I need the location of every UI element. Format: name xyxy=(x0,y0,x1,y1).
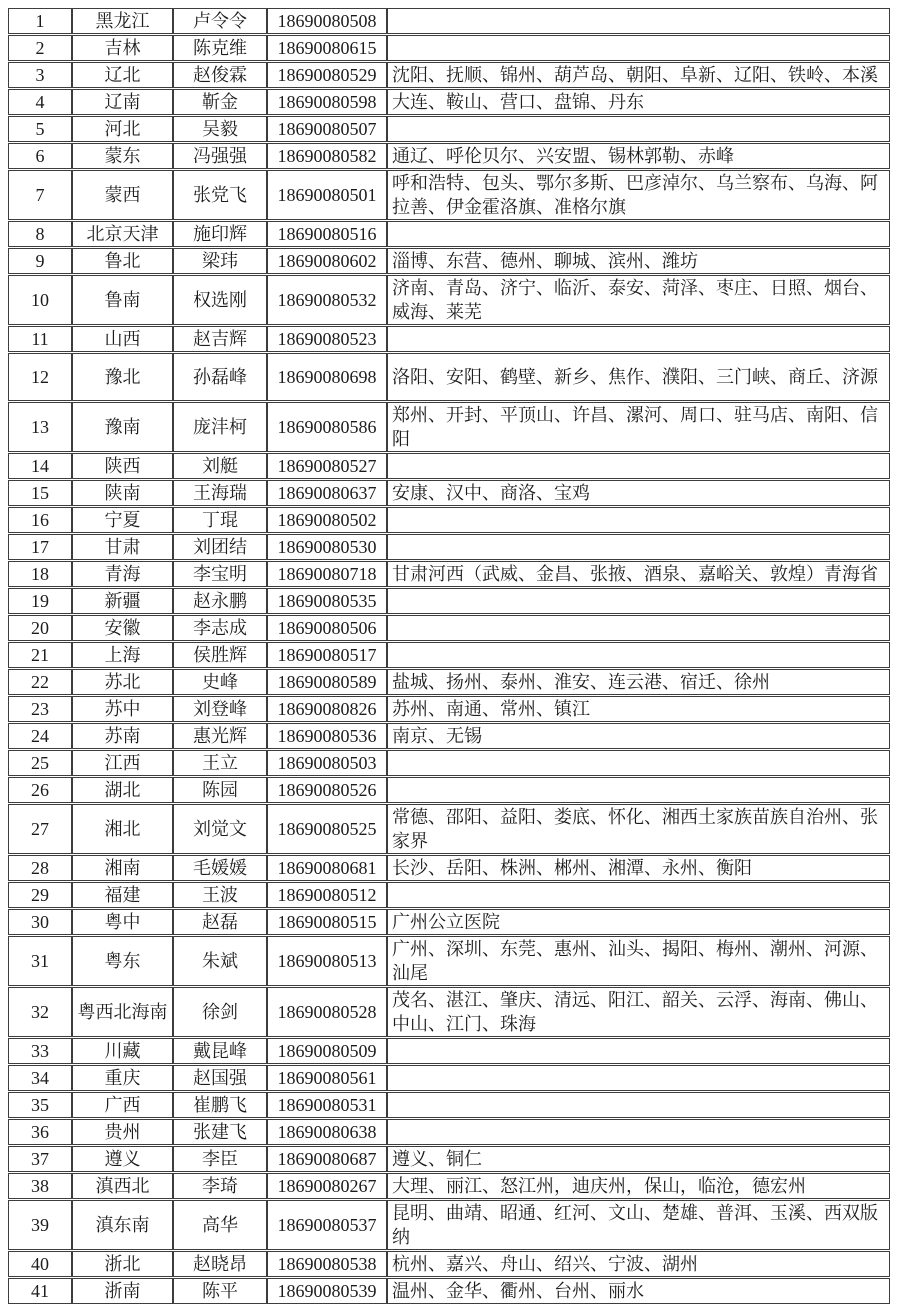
cell-region: 辽北 xyxy=(72,62,173,88)
cell-region: 广西 xyxy=(72,1092,173,1118)
cell-phone-number: 18690080698 xyxy=(267,353,387,401)
cell-region: 豫南 xyxy=(72,402,173,452)
cell-row-number: 12 xyxy=(8,353,72,401)
cell-region: 浙南 xyxy=(72,1278,173,1304)
cell-phone-number: 18690080508 xyxy=(267,8,387,34)
table-row xyxy=(8,275,890,325)
cell-cities xyxy=(387,221,890,247)
cell-phone-number: 18690080687 xyxy=(267,1146,387,1172)
cell-person-name: 卢令令 xyxy=(173,8,267,34)
table-row xyxy=(8,1119,890,1145)
cell-cities: 呼和浩特、包头、鄂尔多斯、巴彦淖尔、乌兰察布、乌海、阿拉善、伊金霍洛旗、准格尔旗 xyxy=(387,170,890,220)
table-row xyxy=(8,170,890,220)
cell-phone-number: 18690080535 xyxy=(267,588,387,614)
cell-region: 蒙东 xyxy=(72,143,173,169)
cell-cities xyxy=(387,1065,890,1091)
cell-person-name: 施印辉 xyxy=(173,221,267,247)
cell-row-number: 16 xyxy=(8,507,72,533)
cell-cities: 洛阳、安阳、鹤壁、新乡、焦作、濮阳、三门峡、商丘、济源 xyxy=(387,353,890,401)
cell-person-name: 赵磊 xyxy=(173,909,267,935)
cell-person-name: 孙磊峰 xyxy=(173,353,267,401)
table-row xyxy=(8,1092,890,1118)
cell-region: 鲁北 xyxy=(72,248,173,274)
cell-region: 蒙西 xyxy=(72,170,173,220)
cell-row-number: 34 xyxy=(8,1065,72,1091)
cell-person-name: 赵晓昂 xyxy=(173,1251,267,1277)
cell-cities: 长沙、岳阳、株洲、郴州、湘潭、永州、衡阳 xyxy=(387,855,890,881)
cell-row-number: 32 xyxy=(8,987,72,1037)
cell-cities: 郑州、开封、平顶山、许昌、漯河、周口、驻马店、南阳、信阳 xyxy=(387,402,890,452)
contacts-table xyxy=(8,7,890,1305)
cell-person-name: 陈园 xyxy=(173,777,267,803)
cell-cities: 苏州、南通、常州、镇江 xyxy=(387,696,890,722)
cell-cities xyxy=(387,507,890,533)
table-row xyxy=(8,35,890,61)
cell-person-name: 张党飞 xyxy=(173,170,267,220)
cell-phone-number: 18690080537 xyxy=(267,1200,387,1250)
table-row xyxy=(8,1038,890,1064)
cell-phone-number: 18690080582 xyxy=(267,143,387,169)
cell-phone-number: 18690080513 xyxy=(267,936,387,986)
cell-cities xyxy=(387,534,890,560)
cell-phone-number: 18690080681 xyxy=(267,855,387,881)
cell-row-number: 1 xyxy=(8,8,72,34)
cell-cities: 安康、汉中、商洛、宝鸡 xyxy=(387,480,890,506)
cell-cities xyxy=(387,642,890,668)
cell-row-number: 22 xyxy=(8,669,72,695)
cell-row-number: 41 xyxy=(8,1278,72,1304)
cell-region: 宁夏 xyxy=(72,507,173,533)
cell-phone-number: 18690080531 xyxy=(267,1092,387,1118)
cell-cities: 广州、深圳、东莞、惠州、汕头、揭阳、梅州、潮州、河源、汕尾 xyxy=(387,936,890,986)
table-row xyxy=(8,696,890,722)
cell-cities: 杭州、嘉兴、舟山、绍兴、宁波、湖州 xyxy=(387,1251,890,1277)
cell-person-name: 史峰 xyxy=(173,669,267,695)
cell-phone-number: 18690080561 xyxy=(267,1065,387,1091)
cell-row-number: 20 xyxy=(8,615,72,641)
cell-cities: 济南、青岛、济宁、临沂、泰安、菏泽、枣庄、日照、烟台、威海、莱芜 xyxy=(387,275,890,325)
cell-cities: 盐城、扬州、泰州、淮安、连云港、宿迁、徐州 xyxy=(387,669,890,695)
cell-person-name: 赵永鹏 xyxy=(173,588,267,614)
cell-phone-number: 18690080515 xyxy=(267,909,387,935)
cell-cities xyxy=(387,1119,890,1145)
cell-cities xyxy=(387,35,890,61)
table-row xyxy=(8,642,890,668)
table-row xyxy=(8,534,890,560)
cell-row-number: 8 xyxy=(8,221,72,247)
cell-person-name: 李琦 xyxy=(173,1173,267,1199)
table-row xyxy=(8,615,890,641)
cell-region: 陕西 xyxy=(72,453,173,479)
cell-person-name: 刘觉文 xyxy=(173,804,267,854)
cell-person-name: 赵俊霖 xyxy=(173,62,267,88)
cell-phone-number: 18690080539 xyxy=(267,1278,387,1304)
cell-person-name: 王波 xyxy=(173,882,267,908)
cell-person-name: 毛媛媛 xyxy=(173,855,267,881)
table-row xyxy=(8,855,890,881)
cell-region: 贵州 xyxy=(72,1119,173,1145)
cell-phone-number: 18690080527 xyxy=(267,453,387,479)
cell-row-number: 15 xyxy=(8,480,72,506)
cell-phone-number: 18690080523 xyxy=(267,326,387,352)
cell-phone-number: 18690080512 xyxy=(267,882,387,908)
cell-person-name: 冯强强 xyxy=(173,143,267,169)
cell-row-number: 10 xyxy=(8,275,72,325)
cell-region: 河北 xyxy=(72,116,173,142)
cell-person-name: 陈克维 xyxy=(173,35,267,61)
table-row xyxy=(8,116,890,142)
cell-phone-number: 18690080502 xyxy=(267,507,387,533)
table-row xyxy=(8,402,890,452)
cell-cities: 通辽、呼伦贝尔、兴安盟、锡林郭勒、赤峰 xyxy=(387,143,890,169)
cell-region: 福建 xyxy=(72,882,173,908)
cell-phone-number: 18690080538 xyxy=(267,1251,387,1277)
table-row xyxy=(8,909,890,935)
cell-cities: 大连、鞍山、营口、盘锦、丹东 xyxy=(387,89,890,115)
cell-phone-number: 18690080529 xyxy=(267,62,387,88)
cell-person-name: 李宝明 xyxy=(173,561,267,587)
cell-phone-number: 18690080528 xyxy=(267,987,387,1037)
cell-phone-number: 18690080517 xyxy=(267,642,387,668)
cell-phone-number: 18690080501 xyxy=(267,170,387,220)
cell-row-number: 37 xyxy=(8,1146,72,1172)
cell-row-number: 6 xyxy=(8,143,72,169)
cell-row-number: 28 xyxy=(8,855,72,881)
cell-region: 浙北 xyxy=(72,1251,173,1277)
table-row xyxy=(8,987,890,1037)
cell-person-name: 李臣 xyxy=(173,1146,267,1172)
cell-person-name: 刘艇 xyxy=(173,453,267,479)
cell-person-name: 王立 xyxy=(173,750,267,776)
cell-person-name: 张建飞 xyxy=(173,1119,267,1145)
cell-person-name: 朱斌 xyxy=(173,936,267,986)
cell-row-number: 13 xyxy=(8,402,72,452)
cell-region: 豫北 xyxy=(72,353,173,401)
cell-region: 吉林 xyxy=(72,35,173,61)
cell-region: 山西 xyxy=(72,326,173,352)
cell-cities xyxy=(387,588,890,614)
table-row xyxy=(8,1173,890,1199)
cell-region: 陕南 xyxy=(72,480,173,506)
cell-region: 黑龙江 xyxy=(72,8,173,34)
cell-person-name: 赵国强 xyxy=(173,1065,267,1091)
cell-phone-number: 18690080718 xyxy=(267,561,387,587)
cell-phone-number: 18690080503 xyxy=(267,750,387,776)
cell-region: 粤东 xyxy=(72,936,173,986)
cell-cities: 淄博、东营、德州、聊城、滨州、潍坊 xyxy=(387,248,890,274)
cell-phone-number: 18690080536 xyxy=(267,723,387,749)
cell-region: 苏南 xyxy=(72,723,173,749)
cell-row-number: 26 xyxy=(8,777,72,803)
cell-row-number: 24 xyxy=(8,723,72,749)
table-row xyxy=(8,62,890,88)
cell-row-number: 14 xyxy=(8,453,72,479)
cell-phone-number: 18690080602 xyxy=(267,248,387,274)
cell-region: 遵义 xyxy=(72,1146,173,1172)
cell-cities: 常德、邵阳、益阳、娄底、怀化、湘西土家族苗族自治州、张家界 xyxy=(387,804,890,854)
table-row xyxy=(8,777,890,803)
cell-cities xyxy=(387,615,890,641)
table-row xyxy=(8,750,890,776)
cell-row-number: 30 xyxy=(8,909,72,935)
table-row xyxy=(8,353,890,401)
cell-cities: 广州公立医院 xyxy=(387,909,890,935)
cell-phone-number: 18690080589 xyxy=(267,669,387,695)
cell-person-name: 权选刚 xyxy=(173,275,267,325)
cell-region: 鲁南 xyxy=(72,275,173,325)
table-row xyxy=(8,480,890,506)
cell-row-number: 36 xyxy=(8,1119,72,1145)
cell-region: 粤中 xyxy=(72,909,173,935)
table-row xyxy=(8,936,890,986)
cell-row-number: 25 xyxy=(8,750,72,776)
cell-person-name: 王海瑞 xyxy=(173,480,267,506)
cell-row-number: 31 xyxy=(8,936,72,986)
cell-region: 甘肃 xyxy=(72,534,173,560)
cell-person-name: 吴毅 xyxy=(173,116,267,142)
cell-cities: 甘肃河西（武威、金昌、张掖、酒泉、嘉峪关、敦煌）青海省 xyxy=(387,561,890,587)
cell-phone-number: 18690080826 xyxy=(267,696,387,722)
cell-region: 辽南 xyxy=(72,89,173,115)
cell-row-number: 9 xyxy=(8,248,72,274)
cell-region: 安徽 xyxy=(72,615,173,641)
cell-phone-number: 18690080586 xyxy=(267,402,387,452)
cell-region: 湖北 xyxy=(72,777,173,803)
cell-person-name: 徐剑 xyxy=(173,987,267,1037)
cell-phone-number: 18690080509 xyxy=(267,1038,387,1064)
cell-row-number: 17 xyxy=(8,534,72,560)
cell-person-name: 李志成 xyxy=(173,615,267,641)
cell-person-name: 丁琨 xyxy=(173,507,267,533)
cell-cities xyxy=(387,777,890,803)
cell-region: 粤西北海南 xyxy=(72,987,173,1037)
cell-row-number: 23 xyxy=(8,696,72,722)
cell-person-name: 崔鹏飞 xyxy=(173,1092,267,1118)
cell-phone-number: 18690080638 xyxy=(267,1119,387,1145)
cell-cities: 南京、无锡 xyxy=(387,723,890,749)
table-row xyxy=(8,882,890,908)
cell-row-number: 19 xyxy=(8,588,72,614)
table-row xyxy=(8,1065,890,1091)
cell-region: 苏北 xyxy=(72,669,173,695)
cell-phone-number: 18690080637 xyxy=(267,480,387,506)
table-row xyxy=(8,1251,890,1277)
table-row xyxy=(8,588,890,614)
cell-phone-number: 18690080526 xyxy=(267,777,387,803)
table-row xyxy=(8,8,890,34)
cell-region: 上海 xyxy=(72,642,173,668)
table-row xyxy=(8,1278,890,1304)
cell-row-number: 4 xyxy=(8,89,72,115)
table-row xyxy=(8,143,890,169)
cell-person-name: 刘登峰 xyxy=(173,696,267,722)
cell-person-name: 刘团结 xyxy=(173,534,267,560)
cell-phone-number: 18690080598 xyxy=(267,89,387,115)
contacts-table-body xyxy=(8,8,890,1304)
cell-person-name: 赵吉辉 xyxy=(173,326,267,352)
table-row xyxy=(8,507,890,533)
cell-cities: 昆明、曲靖、昭通、红河、文山、楚雄、普洱、玉溪、西双版纳 xyxy=(387,1200,890,1250)
cell-cities xyxy=(387,326,890,352)
cell-row-number: 27 xyxy=(8,804,72,854)
cell-phone-number: 18690080516 xyxy=(267,221,387,247)
cell-person-name: 高华 xyxy=(173,1200,267,1250)
cell-person-name: 庞沣柯 xyxy=(173,402,267,452)
cell-row-number: 40 xyxy=(8,1251,72,1277)
table-row xyxy=(8,248,890,274)
table-row xyxy=(8,453,890,479)
table-row xyxy=(8,1200,890,1250)
cell-row-number: 38 xyxy=(8,1173,72,1199)
cell-cities: 大理、丽江、怒江州，迪庆州，保山，临沧，德宏州 xyxy=(387,1173,890,1199)
cell-row-number: 11 xyxy=(8,326,72,352)
table-row xyxy=(8,561,890,587)
table-row xyxy=(8,89,890,115)
cell-region: 北京天津 xyxy=(72,221,173,247)
cell-phone-number: 18690080530 xyxy=(267,534,387,560)
cell-cities xyxy=(387,8,890,34)
table-row xyxy=(8,221,890,247)
table-row xyxy=(8,1146,890,1172)
cell-region: 青海 xyxy=(72,561,173,587)
cell-row-number: 18 xyxy=(8,561,72,587)
cell-cities: 遵义、铜仁 xyxy=(387,1146,890,1172)
cell-phone-number: 18690080615 xyxy=(267,35,387,61)
cell-phone-number: 18690080267 xyxy=(267,1173,387,1199)
cell-region: 湘南 xyxy=(72,855,173,881)
cell-person-name: 惠光辉 xyxy=(173,723,267,749)
cell-row-number: 7 xyxy=(8,170,72,220)
cell-region: 滇东南 xyxy=(72,1200,173,1250)
cell-person-name: 靳金 xyxy=(173,89,267,115)
cell-phone-number: 18690080532 xyxy=(267,275,387,325)
cell-region: 江西 xyxy=(72,750,173,776)
table-row xyxy=(8,326,890,352)
table-row xyxy=(8,723,890,749)
cell-region: 重庆 xyxy=(72,1065,173,1091)
cell-phone-number: 18690080525 xyxy=(267,804,387,854)
cell-row-number: 33 xyxy=(8,1038,72,1064)
cell-row-number: 35 xyxy=(8,1092,72,1118)
cell-cities xyxy=(387,116,890,142)
table-row xyxy=(8,804,890,854)
cell-cities: 茂名、湛江、肇庆、清远、阳江、韶关、云浮、海南、佛山、中山、江门、珠海 xyxy=(387,987,890,1037)
cell-cities xyxy=(387,1038,890,1064)
cell-cities xyxy=(387,750,890,776)
cell-row-number: 39 xyxy=(8,1200,72,1250)
cell-region: 新疆 xyxy=(72,588,173,614)
cell-cities xyxy=(387,453,890,479)
cell-row-number: 29 xyxy=(8,882,72,908)
cell-cities xyxy=(387,1092,890,1118)
cell-row-number: 3 xyxy=(8,62,72,88)
cell-row-number: 2 xyxy=(8,35,72,61)
table-row xyxy=(8,669,890,695)
cell-person-name: 梁玮 xyxy=(173,248,267,274)
cell-row-number: 21 xyxy=(8,642,72,668)
cell-cities xyxy=(387,882,890,908)
cell-region: 湘北 xyxy=(72,804,173,854)
cell-phone-number: 18690080506 xyxy=(267,615,387,641)
cell-region: 苏中 xyxy=(72,696,173,722)
cell-row-number: 5 xyxy=(8,116,72,142)
cell-region: 川藏 xyxy=(72,1038,173,1064)
cell-person-name: 戴昆峰 xyxy=(173,1038,267,1064)
cell-cities: 温州、金华、衢州、台州、丽水 xyxy=(387,1278,890,1304)
cell-person-name: 侯胜辉 xyxy=(173,642,267,668)
cell-phone-number: 18690080507 xyxy=(267,116,387,142)
cell-region: 滇西北 xyxy=(72,1173,173,1199)
cell-person-name: 陈平 xyxy=(173,1278,267,1304)
cell-cities: 沈阳、抚顺、锦州、葫芦岛、朝阳、阜新、辽阳、铁岭、本溪 xyxy=(387,62,890,88)
